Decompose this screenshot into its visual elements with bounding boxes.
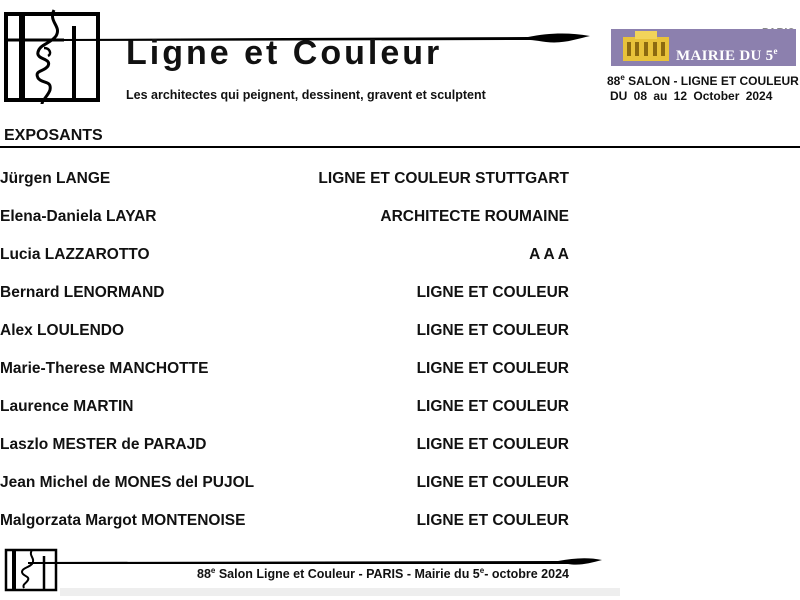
section-heading: EXPOSANTS xyxy=(4,127,103,144)
exhibitor-affiliation: LIGNE ET COULEUR xyxy=(416,284,569,301)
exhibitor-name: Bernard LENORMAND xyxy=(0,284,165,301)
ligne-et-couleur-logo xyxy=(4,8,100,104)
exhibitor-affiliation: ARCHITECTE ROUMAINE xyxy=(380,208,569,225)
exhibitor-row xyxy=(0,208,580,228)
exhibitor-affiliation: LIGNE ET COULEUR xyxy=(416,512,569,529)
exhibitor-row xyxy=(0,436,580,456)
exhibitor-affiliation: LIGNE ET COULEUR xyxy=(416,360,569,377)
exhibitor-name: Lucia LAZZAROTTO xyxy=(0,246,150,263)
exhibitor-affiliation: LIGNE ET COULEUR STUTTGART xyxy=(318,170,569,187)
exhibitor-affiliation: LIGNE ET COULEUR xyxy=(416,322,569,339)
brand-title: Ligne et Couleur xyxy=(126,34,443,72)
exhibitor-affiliation: LIGNE ET COULEUR xyxy=(416,436,569,453)
exhibitor-name: Laszlo MESTER de PARAJD xyxy=(0,436,207,453)
exhibitor-name: Alex LOULENDO xyxy=(0,322,125,339)
brand-subtitle: Les architectes qui peignent, dessinent, gravent et sculptent xyxy=(126,88,486,102)
exhibitor-row xyxy=(0,246,580,266)
exhibitor-name: Elena-Daniela LAYAR xyxy=(0,208,157,225)
exhibitor-row xyxy=(0,322,580,342)
salon-title: 88e SALON - LIGNE ET COULEUR xyxy=(607,73,799,88)
exhibitor-row xyxy=(0,474,580,494)
exhibitor-row xyxy=(0,284,580,304)
exhibitor-name: Malgorzata Margot MONTENOISE xyxy=(0,512,246,529)
footer-text: 88e Salon Ligne et Couleur - PARIS - Mairie du 5e- octobre 2024 xyxy=(197,566,569,582)
exhibitor-row xyxy=(0,360,580,380)
exhibitor-row xyxy=(0,170,580,190)
exhibitor-affiliation: LIGNE ET COULEUR xyxy=(416,398,569,415)
exhibitor-row xyxy=(0,512,580,532)
mairie-banner xyxy=(611,29,796,66)
town-hall-icon xyxy=(621,29,671,63)
exhibitor-name: Jürgen LANGE xyxy=(0,170,111,187)
mairie-label: MAIRIE DU 5e xyxy=(676,46,778,64)
salon-dates: DU 08 au 12 October 2024 xyxy=(610,89,773,103)
exhibitor-affiliation: A A A xyxy=(529,246,569,263)
footer-shadow xyxy=(60,588,620,596)
divider xyxy=(0,146,800,148)
exhibitor-name: Jean Michel de MONES del PUJOL xyxy=(0,474,255,491)
exhibitor-affiliation: LIGNE ET COULEUR xyxy=(416,474,569,491)
exhibitor-row xyxy=(0,398,580,418)
exhibitor-name: Marie-Therese MANCHOTTE xyxy=(0,360,209,377)
exhibitor-name: Laurence MARTIN xyxy=(0,398,134,415)
